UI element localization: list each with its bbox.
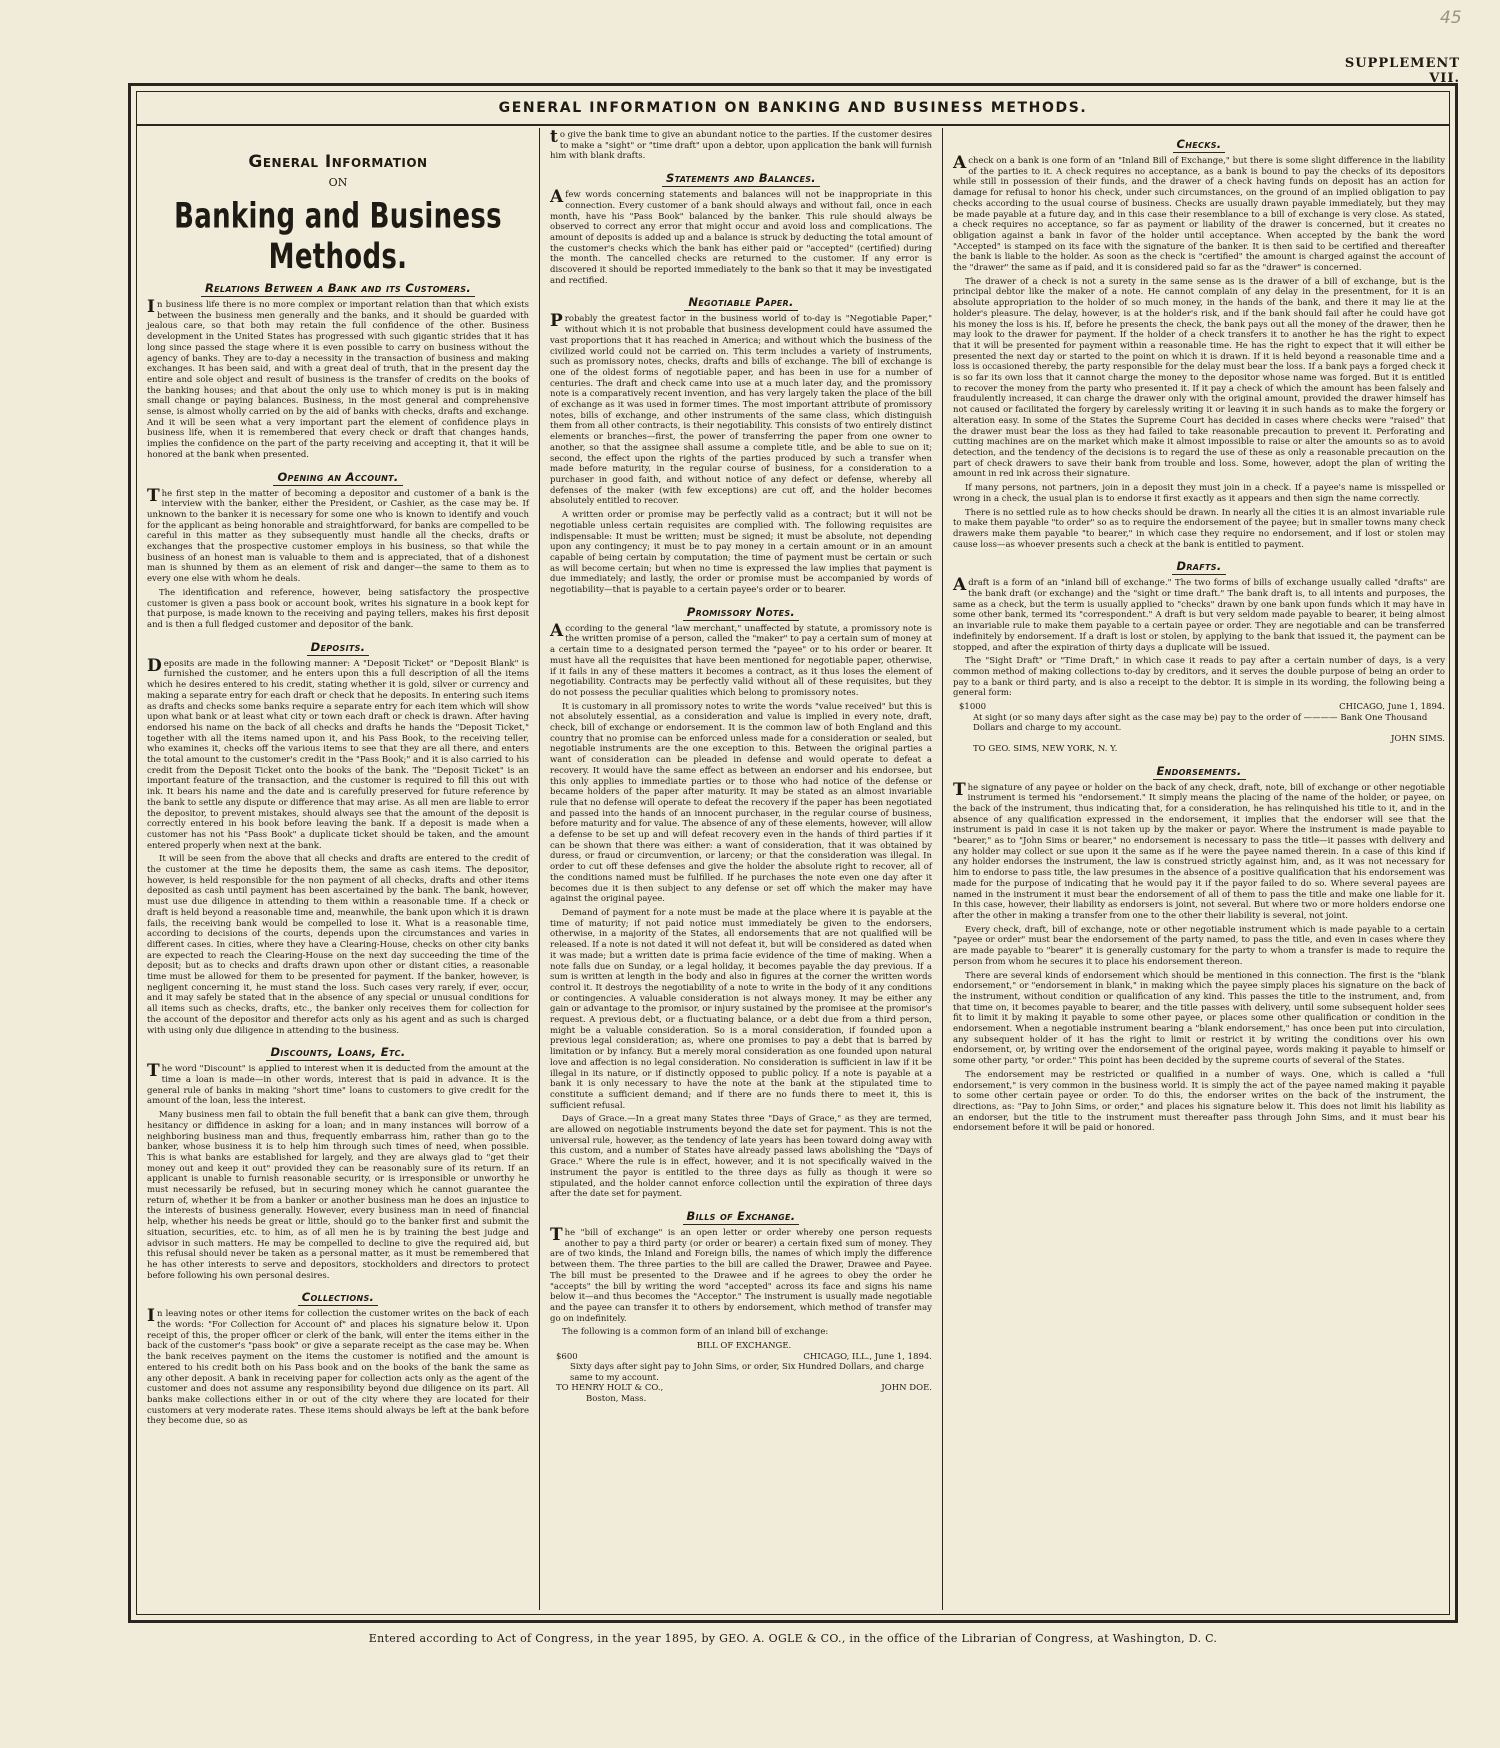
copyright-footer: Entered according to Act of Congress, in the year 1895, by GEO. A. OGLE & CO., in the office of the Librarian of Congress, at Washington, D. C. <box>368 1632 1218 1645</box>
section-endorsements <box>953 764 1445 1135</box>
section-drafts <box>953 559 1445 699</box>
bill-form-to: TO HENRY HOLT & CO., <box>556 1383 664 1394</box>
section-collections <box>147 1290 529 1427</box>
paragraph: Acheck on a bank is one form of an "Inland Bill of Exchange," but there is some slight difference in the liability of the parties to it. A check requires no acceptance, as a bank is bound to pay the checks of its depositors while still in possession of their funds, and the drawer of a check having funds on deposit has an action for damage for refusal to honor his check, under such circumstances, on the ground of an implied obligation to pay checks according to the usual course of business. Checks are usually drawn payable immediately, but they may be made payable at a future day, and in this case their resemblance to a bill of exchange is very close. As stated, a check requires no acceptance, so far as payment or liability of the drawer is concerned, but it creates no obligation against a bank in favor of the holder until acceptance. When accepted by the bank the word "Accepted" is stamped on its face with the signature of the banker. It is then said to be certified and thereafter the bank is liable to the holder. As soon as the check is "certified" the amount is charged against the account of the "drawer" the same as if paid, and it is considered paid so far as the "drawer" is concerned. <box>953 153 1445 274</box>
section-heading-text: Deposits. <box>307 640 370 656</box>
paragraph: In business life there is no more complex or important relation than that which exists between the business men generally and the banks, and it should be guarded with jealous care, so that both may retain the full confidence of the other. Business development in the United States has progressed with such gigantic strides that it has long since passed the stage where it is even possible to carry on business without the agency of banks. They are to-day a necessity in the transaction of business and making exchanges. It has been said, and with a great deal of truth, that in the present day the entire and sole object and result of business is the transfer of credits on the books of the banking houses; and that about the only use to which money is put is in making small change or paying balances. Business, in the most general and comprehensive sense, is almost wholly carried on by the aid of banks with checks, drafts and exchange. And it will be seen what a very important part the element of confidence plays in business life, when it is remembered that every check or draft that changes hands, implies the confidence on the part of the party receiving and accepting it, that it will be honored at the bank when presented. <box>147 297 529 460</box>
masthead-line2: Banking and Business Methods. <box>174 196 502 278</box>
paragraph: A written order or promise may be perfectly valid as a contract; but it will not be negotiable unless certain requisites are complied with. The following requisites are indispensable: It must be written; must be signed; it must be absolute, not depending upon any contingency; it must be to pay money in a certain amount or in an amount capable of being certain by computation; the time of payment must be certain or such as will become certain; but when no time is expressed the law implies that payment is due immediately; and lastly, the order or promise must be accompanied by words of negotiability—that is payable to a certain payee's order or to bearer. <box>550 510 932 596</box>
section-statements-and-balances <box>550 171 932 286</box>
bill-form-place-date: CHICAGO, ILL., June 1, 1894. <box>803 1351 932 1362</box>
bill-form-signer: JOHN DOE. <box>881 1383 932 1394</box>
section-deposits <box>147 640 529 1037</box>
section-heading-negotiable-paper <box>550 295 932 309</box>
bill-form-to-city: Boston, Mass. <box>586 1393 647 1404</box>
column-2-sections <box>550 171 932 1338</box>
paragraph: The "Sight Draft" or "Time Draft," in which case it reads to pay after a certain number of days, is a very common method of making collections to-day by creditors, and it serves the double purpose of being an order to pay to a bank or third party, and is also a receipt to the debtor. It is simple in its wording, the following being a general form: <box>953 656 1445 699</box>
paragraph: Deposits are made in the following manner: A "Deposit Ticket" or "Deposit Blank" is furnished the customer, and he enters upon this a full description of all the items which he desires entered to his credit, stating whether it is gold, silver or currency and making a separate entry for each draft or check that he deposits. In entering such items as drafts and checks some banks require a separate entry for each item which will show upon what bank or at least what city or town each draft or check is drawn. After having endorsed his name on the back of all checks and drafts he hands the "Deposit Ticket," together with all the items named upon it, and his Pass Book, to the receiving teller, who examines it, checks off the various items to see that they are all there, and enters the total amount to the customer's credit in the "Pass Book;" and it is also carried to his credit from the Deposit Ticket onto the books of the bank. The "Deposit Ticket" is an important feature of the transaction, and the customer is required to fill this out with ink. It bears his name and the date and is carefully preserved for future reference by the bank to settle any dispute or difference that may arise. As all men are liable to error the depositor, to prevent mistakes, should always see that the amount of the deposit is correctly entered in his book before leaving the bank. If a deposit is made when a customer has not his "Pass Book" a duplicate ticket should be taken, and the amount entered properly when next at the bank. <box>147 655 529 851</box>
paragraph: Probably the greatest factor in the business world of to-day is "Negotiable Paper," without which it is not probable that business development could have assumed the vast proportions that it has reached in America; and without which the business of the civilized world could not be carried on. This term includes a variety of instruments, such as promissory notes, checks, drafts and bills of exchange. The bill of exchange is one of the oldest forms of negotiable paper, and has been in use for a number of centuries. The draft and check came into use at a much later day, and the promissory note is a comparatively recent invention, and has very largely taken the place of the bill of exchange as it was used in former times. The most important attribute of promissory notes, bills of exchange, and other instruments of the same class, which distinguish them from all other contracts, is their negotiability. This consists of two entirely distinct elements or branches—first, the power of transferring the paper from one owner to another, so that the assignee shall assume a complete title, and be able to sue on it; second, the effect upon the rights of the parties produced by such a transfer when made before maturity, in the regular course of business, for a consideration to a purchaser in good faith, and without notice of any defect or defense, whereby all defenses of the maker (with few exceptions) are cut off, and the holder becomes absolutely entitled to recover. <box>550 311 932 507</box>
bill-form-amount: $600 <box>556 1351 578 1362</box>
masthead-ornament: ON <box>328 176 348 189</box>
bill-form-footer-row <box>556 1383 932 1394</box>
page-frame <box>128 83 1458 1623</box>
paragraph: Afew words concerning statements and balances will not be inappropriate in this connection. Every customer of a bank should always and without fail, once in each month, have his "Pass Book" balanced by the banker. This rule should always be observed to correct any error that might occur and avoid loss and complications. The amount of deposits is added up and a balance is struck by deducting the total amount of the customer's checks which the bank has either paid or "accepted" (certified) during the month. The cancelled checks are returned to the customer. If any error is discovered it should be reported immediately to the bank so that it may be investigated and rectified. <box>550 187 932 286</box>
section-heading-opening-an-account <box>147 470 529 484</box>
section-heading-relations-between-a-bank-and-its-customers <box>147 281 529 295</box>
section-heading-statements-and-balances <box>550 171 932 185</box>
section-heading-text: Statements and Balances. <box>662 171 820 187</box>
column-2-continuation: to give the bank time to give an abundant notice to the parties. If the customer desires to make a "sight" or "time draft" upon a debtor, upon application the bank will furnish him with blank drafts. <box>550 128 932 162</box>
paragraph: The identification and reference, however, being satisfactory the prospective customer is given a pass book or account book, writes his signature in a book kept for that purpose, is made known to the receiving and paying tellers, makes his first deposit and is then a full fledged customer and depositor of the bank. <box>147 587 529 630</box>
section-heading-text: Endorsements. <box>1153 764 1246 780</box>
paragraph: The word "Discount" is applied to interest when it is deducted from the amount at the time a loan is made—in other words, interest that is paid in advance. It is the general rule of banks in making "short time" loans to customers to give credit for the amount of the loan, less the interest. <box>147 1061 529 1107</box>
section-heading-bills-of-exchange <box>550 1209 932 1223</box>
section-heading-text: Bills of Exchange. <box>683 1209 800 1225</box>
section-heading-endorsements <box>953 764 1445 778</box>
corner-pencil-note: 45 <box>1440 8 1462 28</box>
section-negotiable-paper <box>550 295 932 595</box>
page-inner-frame <box>136 91 1450 1615</box>
draft-form-body: At sight (or so many days after sight as the case may be) pay to the order of ———— Bank One Thousand Dollars and charge to my account. <box>973 712 1428 734</box>
section-discounts-loans-etc <box>147 1045 529 1281</box>
bill-form-header-row <box>556 1352 932 1363</box>
paragraph: The endorsement may be restricted or qualified in a number of ways. One, which is called a "full endorsement," is very common in the business world. It is simply the act of the payee named making it payable to some other certain payee or order. To do this, the endorser writes on the back of the instrument, the directions, as: "Pay to John Sims, or order," and places his signature below it. This does not limit his liability as an endorser, but the title to the instrument must thereafter pass through John Sims, and it must bear his endorsement before it will be paid or honored. <box>953 1069 1445 1134</box>
paragraph: The first step in the matter of becoming a depositor and customer of a bank is the interview with the banker, either the President, or Cashier, as the case may be. If unknown to the banker it is necessary for some one who is known to identify and vouch for the applicant as being honorable and straightforward, for banks are compelled to be careful in this matter as they subsequently must handle all the checks, drafts or exchanges that the prospective customer employs in his business, so that while the business of an honest man is valuable to them and is appreciated, that of a dishonest man is shunned by them as an element of risk and danger—the same to them as to every one else with whom he deals. <box>147 485 529 585</box>
section-heading-checks <box>953 137 1445 151</box>
section-checks <box>953 137 1445 550</box>
column-1 <box>137 128 540 1610</box>
section-opening-an-account <box>147 470 529 631</box>
paragraph: The "bill of exchange" is an open letter or order whereby one person requests another to pay a third party (or order or bearer) a certain fixed sum of money. They are of two kinds, the Inland and Foreign bills, the names of which imply the difference between them. The three parties to the bill are called the Drawer, Drawee and Payee. The bill must be presented to the Drawee and if he agrees to obey the order he "accepts" the bill by writing the word "accepted" across its face and signs his name below it—and thus becomes the "Acceptor." The instrument is usually made negotiable and the payee can transfer it to others by endorsement, which method of transfer may go on indefinitely. <box>550 1224 932 1324</box>
paragraph: Many business men fail to obtain the full benefit that a bank can give them, through hesitancy or diffidence in asking for a loan; and in many instances will borrow of a neighboring business man and thus, frequently embarrass him, rather than go to the banker, whose business it is to help him through such times of need, when possible. This is what banks are established for largely, and they are always glad to "get their money out and keep it out" provided they can be reasonably sure of its return. If an applicant is unable to furnish reasonable security, or is irresponsible or unworthy he must necessarily be refused, but in securing money which he cannot guarantee the return of, whether it be from a banker or another business man he does an injustice to the interests of business generally. However, every business man in need of financial help, whether his needs be great or little, should go to the banker first and submit the situation, securities, etc. to him, as of all men he is by training the best judge and advisor in such matters. He may be compelled to decline to give the required aid, but this refusal should never be taken as a personal matter, as it must be remembered that he has other interests to serve and depositors, stockholders and directors to protect before following his own personal desires. <box>147 1110 529 1281</box>
paragraph: It will be seen from the above that all checks and drafts are entered to the credit of the customer at the time he deposits them, the same as cash items. The depositor, however, is held responsible for the non payment of all checks, drafts and other items deposited as cash until payment has been ascertained by the bank. The bank, however, must use due diligence in attending to them within a reasonable time. If a check or draft is held beyond a reasonable time and, meanwhile, the bank upon which it is drawn fails, the receiving bank would be compelled to lose it. What is a reasonable time, according to decisions of the courts, depends upon the circumstances and varies in different cases. In cities, where they have a Clearing-House, checks on other city banks are expected to reach the Clearing-House on the next day succeeding the time of the deposit; but as to checks and drafts drawn upon other or distant cities, a reasonable time must be allowed for them to be presented for payment. If the banker, however, is negligent concerning it, he must stand the loss. Such cases very rarely, if ever, occur, and it may safely be stated that in the absence of any special or unusual conditions for all items such as checks, drafts, etc., the banker only receives them for collection for the account of the depositor and therefor acts only as his agent and as such is charged with using only due diligence in attending to the business. <box>147 854 529 1036</box>
section-heading-text: Promissory Notes. <box>683 605 799 621</box>
section-heading-text: Opening an Account. <box>273 470 402 486</box>
section-heading-text: Discounts, Loans, Etc. <box>266 1045 409 1061</box>
section-heading-deposits <box>147 640 529 654</box>
masthead-line1: General Information <box>248 152 428 172</box>
section-heading-collections <box>147 1290 529 1304</box>
paragraph: The following is a common form of an inland bill of exchange: <box>562 1327 829 1338</box>
paragraph: In leaving notes or other items for collection the customer writes on the back of each the words: "For Collection for Account of" and places his signature below it. Upon receipt of this, the proper officer or clerk of the bank, will enter the items either in the back of the customer's "pass book" or give a separate receipt as the case may be. When the bank receives payment on the items the customer is notified and the amount is entered to his credit both on his Pass book and on the books of the bank the same as any other deposit. A bank in receiving paper for collection acts only as the agent of the customer and does not assume any responsibility beyond due diligence on its part. All banks make collections either in or out of the city where they are located for their customers at very moderate rates. These items should always be left at the bank before they become due, so as <box>147 1306 529 1427</box>
paragraph: It is customary in all promissory notes to write the words "value received" but this is not absolutely essential, as a consideration and value is implied in every note, draft, check, bill of exchange or endorsement. It is the common law of both England and this country that no promise can be enforced unless made for a consideration or sealed, but negotiable instruments are the one exception to this. Between the original parties a want of consideration can be pleaded in defense and would operate to defeat a recovery. It would have the same effect as between an endorser and his endorsee, but this only applies to immediate parties or to those who had notice of the defense or became holders of the paper after maturity. It may be stated as an almost invariable rule that no defense will operate to defeat the recovery if the paper has been negotiated and passed into the hands of an innocent purchaser, in the regular course of business, before maturity and for value. The absence of any of these elements, however, will allow a defense to be set up and will defeat recovery even in the hands of third parties if it can be shown that there was either: a want of consideration, that it was obtained by duress, or fraud or circumvention, or larceny; or that the consideration was illegal. In order to cut off these defenses and give the holder the absolute right to recover, all of the conditions named must be fulfilled. If he purchases the note even one day after it becomes due it is then subject to any defense or set off which the maker may have against the original payee. <box>550 701 933 905</box>
section-heading-promissory-notes <box>550 605 932 619</box>
paragraph: According to the general "law merchant," unaffected by statute, a promissory note is the written promise of a person, called the "maker" to pay a certain sum of money at a certain time to a designated person termed the "payee" or to his order or bearer. It must have all the requisites that have been mentioned for negotiable paper, otherwise, if it fails in any of these matters it becomes a contract, as it thus loses the element of negotiability. Contracts may be perfectly valid without all of these requisites, but they do not possess the peculiar qualities which belong to promissory notes. <box>550 620 932 698</box>
section-heading-text: Negotiable Paper. <box>684 295 797 311</box>
bill-form-body: Sixty days after sight pay to John Sims, or order, Six Hundred Dollars, and charge same to my account. <box>570 1362 924 1383</box>
section-heading-text: Collections. <box>298 1290 378 1306</box>
section-heading-discounts-loans-etc <box>147 1045 529 1059</box>
draft-form <box>953 702 1445 755</box>
bill-form-title: BILL OF EXCHANGE. <box>696 1341 792 1352</box>
section-heading-text: Checks. <box>1173 137 1226 153</box>
draft-form-signer: JOHN SIMS. <box>1390 733 1445 744</box>
header-title: GENERAL INFORMATION ON BANKING AND BUSINESS METHODS. <box>137 92 1449 126</box>
paragraph: Every check, draft, bill of exchange, note or other negotiable instrument which is made payable to a certain "payee or order" must bear the endorsement of the party named, to pass the title, and even in cases where they are made payable to "bearer" it is generally customary for the party to whom a transfer is made to require the person from whom he secures it to place his endorsement thereon. <box>953 924 1445 967</box>
section-heading-text: Drafts. <box>1172 559 1225 575</box>
paragraph: Adraft is a form of an "inland bill of exchange." The two forms of bills of exchange usually called "drafts" are the bank draft (or exchange) and the "sight or time draft." The bank draft is, to all intents and purposes, the same as a check, but the term is usually applied to "checks" drawn by one bank upon funds which it may have in some other bank, termed its "correspondent." A draft is but very seldom made payable to bearer, it being almost an invariable rule to make them payable to a certain payee or order. They are negotiable and can be transferred indefinitely by endorsement. If a draft is lost or stolen, by applying to the bank that issued it, the payment can be stopped, and after the expiration of thirty days a duplicate will be issued. <box>953 575 1445 653</box>
paragraph: There are several kinds of endorsement which should be mentioned in this connection. The first is the "blank endorsement," or "endorsement in blank," in making which the payee simply places his signature on the back of the instrument, without condition or qualification of any kind. This passes the title to the instrument, and, from that time on, it becomes payable to bearer, and the title passes with delivery, until some subsequent holder sees fit to limit it by making it payable to some other payee, or places some other qualification or condition in the endorsement. When a negotiable instrument bearing a "blank endorsement," has once been put into circulation, any subsequent holder of it has the right to limit or restrict it by writing the conditions over his own endorsement, or, by writing over the endorsement of the original payee, words making it payable to himself or some other party, "or order." This point has been decided by the supreme courts of several of the States. <box>953 970 1445 1067</box>
draft-form-header-row <box>959 702 1445 713</box>
draft-form-place-date: CHICAGO, June 1, 1894. <box>1339 702 1445 713</box>
masthead <box>147 152 529 278</box>
section-heading-text: Relations Between a Bank and its Customers. <box>201 281 475 297</box>
paragraph: Demand of payment for a note must be made at the place where it is payable at the time of maturity; if not paid notice must immediately be given to the endorsers, otherwise, in a majority of the States, all endorsements that are not qualified will be released. If a note is not dated it will not defeat it, but will be considered as dated when it was made; but a written date is prima facie evidence of the time of making. When a note falls due on Sunday, or a legal holiday, it becomes payable the day previous. If a sum is written at length in the body and also in figures at the corner the written words control it. It destroys the negotiability of a note to write in the body of it any conditions or contingencies. A valuable consideration is not always money. It may be either any gain or advantage to the promisor, or injury sustained by the promisee at the promisor's request. A previous debt, or a fluctuating balance, or a debt due from a third person, might be a valuable consideration. So is a moral consideration, if founded upon a previous legal consideration; as, where one promises to pay a debt that is barred by limitation or by infancy. But a merely moral consideration as one founded upon natural love and affection is no legal consideration. No consideration is sufficient in law if it be illegal in its nature, or if distinctly opposed to public policy. If a note is payable at a bank it is only necessary to have the note at the bank at the stipulated time to constitute a sufficient demand; and if there are no funds there to meet it, this is sufficient refusal. <box>550 908 932 1111</box>
section-relations-between-a-bank-and-its-customers <box>147 281 529 461</box>
section-bills-of-exchange <box>550 1209 932 1338</box>
draft-form-amount: $1000 <box>959 702 987 713</box>
column-1-sections <box>147 281 529 1427</box>
section-promissory-notes <box>550 605 932 1200</box>
draft-form-to: TO GEO. SIMS, NEW YORK, N. Y. <box>973 744 1118 755</box>
column-2 <box>540 128 943 1610</box>
section-heading-drafts <box>953 559 1445 573</box>
paragraph: There is no settled rule as to how checks should be drawn. In nearly all the cities it is an almost invariable rule to make them payable "to order" so as to require the endorsement of the payee; but in smaller towns many check drawers make them payable "to bearer," in which case they require no endorsement, and if lost or stolen may cause loss—as whoever presents such a check at the bank is entitled to payment. <box>953 507 1445 550</box>
paragraph: Days of Grace.—In a great many States three "Days of Grace," as they are termed, are allowed on negotiable instruments beyond the date set for payment. This is not the universal rule, however, as the tendency of late years has been toward doing away with this custom, and a number of States have already passed laws abolishing the "Days of Grace." Where the rule is in effect, however, and it is not specifically waived in the instrument the payor is entitled to the three days as fully as though it were so stipulated, and the holder cannot enforce collection until the expiration of three days after the date set for payment. <box>550 1114 932 1200</box>
bill-of-exchange-form <box>550 1341 932 1404</box>
paragraph: If many persons, not partners, join in a deposit they must join in a check. If a payee's name is misspelled or wrong in a check, the usual plan is to endorse it first exactly as it appears and then sign the name correctly. <box>953 483 1445 504</box>
supplement-label: SUPPLEMENT VII. <box>1344 56 1460 86</box>
paragraph: The drawer of a check is not a surety in the same sense as is the drawer of a bill of exchange, but is the principal debtor like the maker of a note. He cannot complain of any delay in the presentment, for it is an absolute appropriation to the holder of so much money, in the hands of the bank, and there it may lie at the holder's pleasure. The delay, however, is at the holder's risk, and if the bank should fail after he could have got his money the loss is his. If, before he presents the check, the bank pays out all the money of the drawer, then he may look to the drawer for payment. If the holder of a check transfers it to another he has the right to expect that it will be presented for payment within a reasonable time. He has the right to expect that it will either be presented the next day or started to the point on which it is drawn. If it is held beyond a reasonable time and a loss is occasioned thereby, the party responsible for the delay must bear the loss. If a bank pays a forged check it is so far its own loss that it cannot charge the money to the depositor whose name was forged. But it is entitled to recover the money from the party who presented it. If it pay a check of which the amount has been falsely and fraudulently increased, it can charge the drawer only with the original amount, provided the drawer himself has not caused or facilitated the forgery by carelessly writing it or leaving it in such hands as to make the forgery or alteration easy. In some of the States the Supreme Court has decided in cases where checks were "raised" that the drawer must bear the loss as they had failed to take reasonable precaution to prevent it. Perforating and cutting machines are on the market which make it almost impossible to raise or alter the amounts so as to avoid detection, and the tendency of the decisions is to regard the use of these as only a reasonable precaution on the part of check drawers to save their bank from trouble and loss. Some, however, adopt the plan of writing the amount in red ink across their signature. <box>953 276 1445 480</box>
column-3 <box>943 128 1455 1610</box>
paragraph: The signature of any payee or holder on the back of any check, draft, note, bill of exchange or other negotiable instrument is termed his "endorsement." It simply means the placing of the name of the holder, or payee, on the back of the instrument, thus indicating that, for a consideration, he has relinquished his title to it, and in the absence of any qualification expressed in the endorsement, it implies that the endorser will see that the instrument is paid in case it is not taken up by the maker or payor. Where the instrument is made payable to "bearer," as to "John Sims or bearer," no endorsement is necessary to pass the title—it passes with delivery and any holder may collect or sue upon it the same as if he were the payee named therein. In a case of this kind if any holder endorses the instrument, the law is construed strictly against him, and, as it was not necessary for him to endorse to pass title, the law presumes in the absence of a positive qualification that his endorsement was made for the purpose of indicating that he would pay it if the payor failed to do so. Where several payees are named in the instrument it must bear the endorsement of all of them to pass the title and make one liable for it. In this case, however, their liability as endorsers is joint, not several. But where two or more holders endorse one after the other in making a transfer from one to the other their liability is several, not joint. <box>953 779 1445 921</box>
